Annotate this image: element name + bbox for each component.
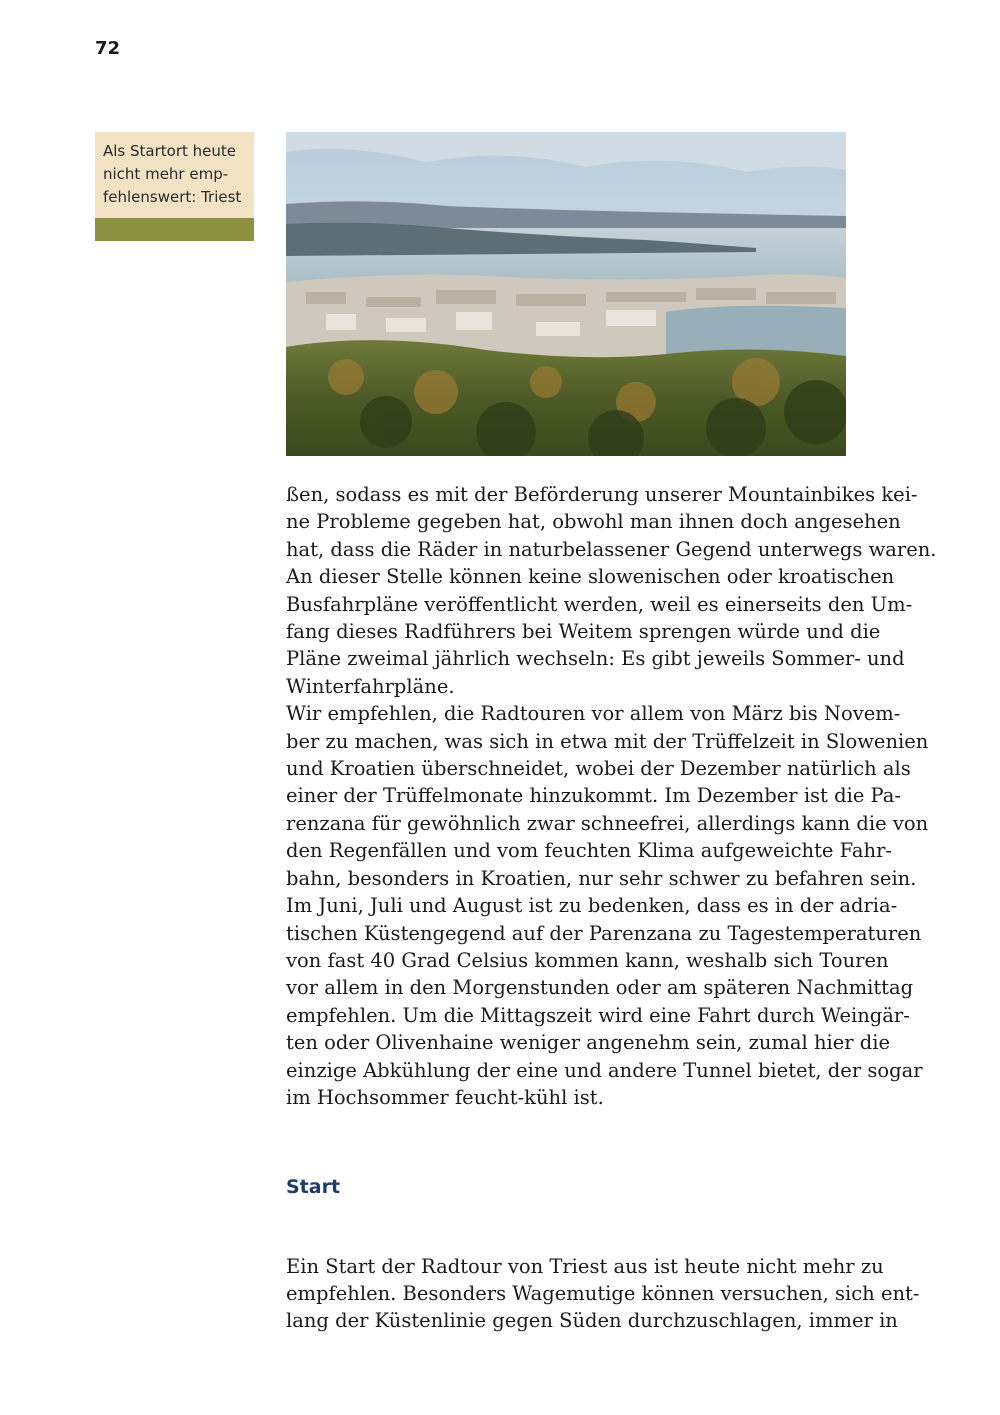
body-text xyxy=(286,481,937,1111)
text-line: den Regenfällen und vom feuchten Klima aufgeweichte Fahr- xyxy=(286,839,892,863)
text-line: Im Juni, Juli und August ist zu bedenken, dass es in der adria- xyxy=(286,894,898,918)
text-line: im Hochsommer feucht-kühl ist. xyxy=(286,1085,604,1109)
caption-line: Als Startort heute xyxy=(103,142,237,160)
text-line: einzige Abkühlung der eine und andere Tunnel bietet, der sogar xyxy=(286,1058,923,1082)
text-line: Busfahrpläne veröffentlicht werden, weil es einerseits den Um- xyxy=(286,592,913,616)
text-line: von fast 40 Grad Celsius kommen kann, weshalb sich Touren xyxy=(286,948,889,972)
text-line: renzana für gewöhnlich zwar schneefrei, allerdings kann die von xyxy=(286,811,929,835)
text-line: Wir empfehlen, die Radtouren vor allem von März bis Novem- xyxy=(286,702,901,726)
paragraph xyxy=(286,1253,920,1335)
text-line: tischen Küstengegend auf der Parenzana zu Tagestemperaturen xyxy=(286,921,922,945)
text-line: ne Probleme gegeben hat, obwohl man ihnen doch angesehen xyxy=(286,510,901,534)
text-line: Ein Start der Radtour von Triest aus ist heute nicht mehr zu xyxy=(286,1254,884,1278)
caption-text xyxy=(95,132,254,218)
text-line: An dieser Stelle können keine slowenischen oder kroatischen xyxy=(286,565,895,589)
text-line: einer der Trüffelmonate hinzukommt. Im Dezember ist die Pa- xyxy=(286,784,902,808)
text-line: Pläne zweimal jährlich wechseln: Es gibt jeweils Sommer- und xyxy=(286,647,905,671)
text-line: bahn, besonders in Kroatien, nur sehr schwer zu befahren sein. xyxy=(286,866,917,890)
triest-panorama-photo xyxy=(286,132,846,456)
text-line: fang dieses Radführers bei Weitem sprengen würde und die xyxy=(286,620,881,644)
caption-line: fehlenswert: Triest xyxy=(103,188,242,206)
paragraph xyxy=(286,892,923,1111)
text-line: ßen, sodass es mit der Beförderung unserer Mountainbikes kei- xyxy=(286,483,918,506)
text-line: ber zu machen, was sich in etwa mit der Trüffelzeit in Slowenien xyxy=(286,729,929,753)
photo-illustration xyxy=(286,132,846,456)
text-line: lang der Küstenlinie gegen Süden durchzuschlagen, immer in xyxy=(286,1309,898,1333)
text-line: empfehlen. Um die Mittagszeit wird eine Fahrt durch Weingär- xyxy=(286,1003,910,1027)
text-line: und Kroatien überschneidet, wobei der Dezember natürlich als xyxy=(286,757,911,781)
text-line: hat, dass die Räder in naturbelassener Gegend unterwegs waren. xyxy=(286,537,937,561)
section-body-text xyxy=(286,1233,920,1354)
section-heading: Start xyxy=(286,1176,341,1198)
text-line: empfehlen. Besonders Wagemutige können versuchen, sich ent- xyxy=(286,1281,920,1305)
page-number: 72 xyxy=(95,38,121,59)
photo-caption xyxy=(95,132,254,241)
text-line: vor allem in den Morgenstunden oder am späteren Nachmittag xyxy=(286,976,914,1000)
caption-accent-bar xyxy=(95,218,254,241)
text-line: Winterfahrpläne. xyxy=(286,674,455,698)
text-line: ten oder Olivenhaine weniger angenehm sein, zumal hier die xyxy=(286,1031,891,1055)
paragraph xyxy=(286,700,929,892)
paragraph xyxy=(286,481,937,700)
caption-line: nicht mehr emp- xyxy=(103,165,229,183)
